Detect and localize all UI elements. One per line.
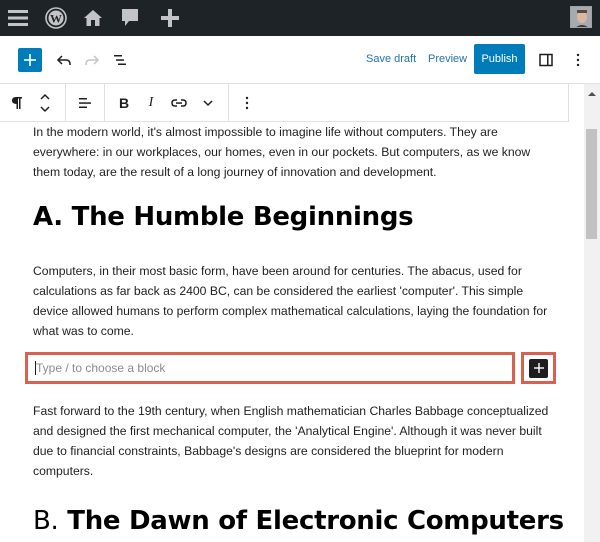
- undo-icon: [56, 52, 72, 68]
- heading-prefix: B.: [33, 506, 59, 536]
- block-options-button[interactable]: [236, 91, 258, 115]
- kebab-menu-icon: [245, 96, 249, 110]
- scrollbar-thumb[interactable]: [586, 129, 597, 239]
- avatar[interactable]: [570, 6, 592, 28]
- scroll-up-arrow-icon[interactable]: [588, 92, 596, 96]
- save-draft-button[interactable]: Save draft: [366, 53, 417, 65]
- plus-icon: [534, 363, 544, 373]
- list-view-icon: [112, 52, 128, 68]
- home-button[interactable]: [76, 0, 110, 36]
- undo-button[interactable]: [52, 48, 76, 72]
- heading-text: The Dawn of Electronic Computers: [67, 506, 564, 536]
- redo-button[interactable]: [80, 48, 104, 72]
- scrollbar[interactable]: [584, 84, 600, 542]
- document-overview-button[interactable]: [108, 48, 132, 72]
- comment-icon: [120, 7, 140, 29]
- editor-canvas: [0, 122, 569, 542]
- hamburger-icon: [7, 9, 29, 27]
- align-button[interactable]: [74, 91, 96, 115]
- svg-text:W: W: [50, 11, 62, 26]
- paragraph-block[interactable]: Computers, in their most basic form, have been around for centuries. The abacus, used for calculations as far back as 2400 BC, can be considered the earliest 'computer'. This simple device allowed humans to perform complex mathematical calculations, laying the foundation for what was to come.: [33, 264, 548, 338]
- wordpress-logo-icon: [45, 7, 67, 29]
- settings-button[interactable]: [534, 48, 558, 72]
- comments-button[interactable]: [110, 0, 150, 36]
- editor-header: [0, 36, 600, 84]
- move-up-down-icon: [39, 92, 51, 114]
- preview-button[interactable]: Preview: [428, 53, 468, 65]
- sidebar-toggle-icon: [538, 52, 554, 68]
- admin-menu-button[interactable]: [0, 0, 36, 36]
- paragraph-block[interactable]: Fast forward to the 19th century, when English mathematician Charles Babbage conceptualized and designed the first mechanical computer, the 'Analytical Engine'. Although it was never built due to financial constraints, Babbage's designs are considered the blueprint for modern computers.: [33, 404, 549, 478]
- block-placeholder: Type / to choose a block: [36, 361, 166, 375]
- chevron-down-icon: [202, 98, 214, 108]
- link-button[interactable]: [168, 91, 190, 115]
- publish-button[interactable]: Publish: [474, 44, 525, 74]
- wordpress-logo-button[interactable]: [36, 0, 76, 36]
- move-button[interactable]: [34, 91, 56, 115]
- link-icon: [171, 97, 187, 109]
- block-toolbar: [0, 84, 569, 122]
- block-inserter-button[interactable]: [18, 48, 42, 72]
- new-content-button[interactable]: [150, 0, 190, 36]
- paragraph-block[interactable]: In the modern world, it's almost impossible to imagine life without computers. They are everywhere: in our workplaces, our homes, even in our pockets. But computers, as we know them today, are the result of a long journey of innovation and development.: [33, 125, 531, 179]
- toolbar-divider: [228, 84, 229, 122]
- kebab-menu-icon: [576, 53, 580, 67]
- more-rich-text-button[interactable]: [197, 91, 219, 115]
- plus-icon: [160, 8, 180, 28]
- toolbar-divider: [104, 84, 105, 122]
- admin-bar: [0, 0, 600, 36]
- redo-icon: [84, 52, 100, 68]
- user-avatar-icon: [571, 7, 592, 28]
- options-button[interactable]: [566, 48, 590, 72]
- add-block-inner: [529, 359, 548, 378]
- toolbar-divider: [65, 84, 66, 122]
- empty-block-input[interactable]: [25, 352, 515, 384]
- pilcrow-icon: [11, 96, 23, 110]
- heading-block[interactable]: A. The Humble Beginnings: [33, 202, 414, 232]
- italic-button[interactable]: I: [148, 95, 154, 110]
- plus-icon: [24, 54, 36, 66]
- home-icon: [83, 8, 103, 28]
- bold-button[interactable]: B: [118, 95, 130, 111]
- toolbar-divider: [568, 84, 569, 122]
- add-block-button[interactable]: [521, 352, 556, 384]
- align-left-icon: [78, 96, 92, 110]
- block-type-button[interactable]: [6, 91, 28, 115]
- heading-block[interactable]: [33, 506, 564, 536]
